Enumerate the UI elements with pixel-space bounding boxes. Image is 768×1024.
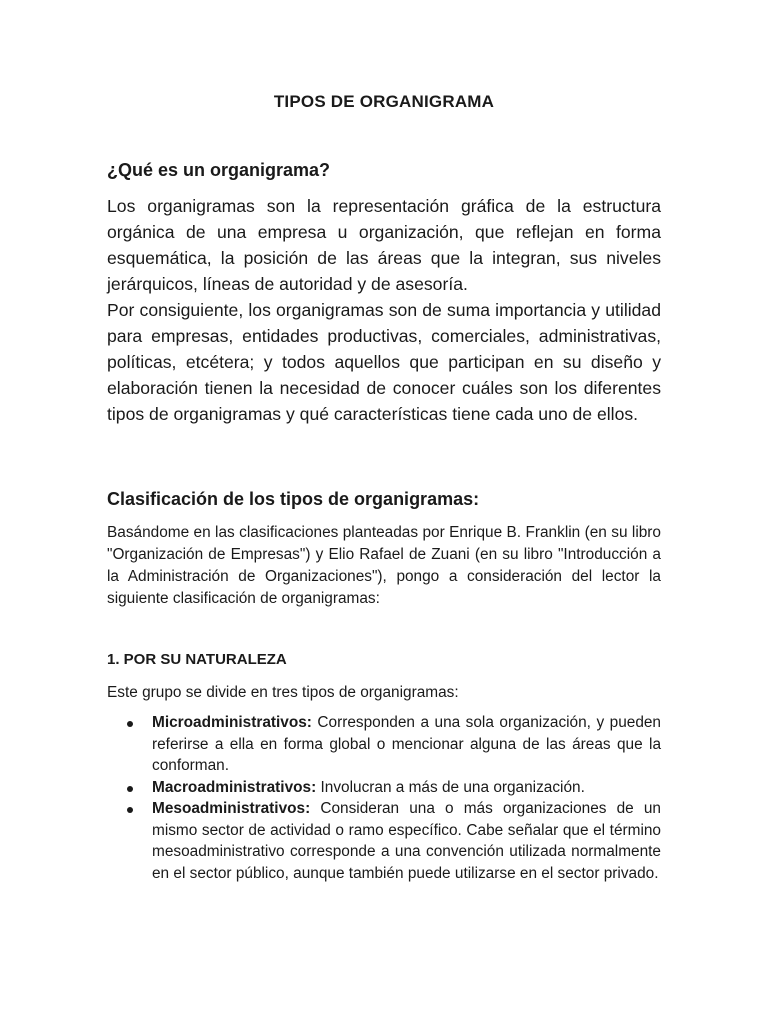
- paragraph-classification-intro: Basándome en las clasificaciones planteadas por Enrique B. Franklin (en su libro "Organización de Empresas") y Elio Rafael de Zuani (en su libro "Introducción a la Administración de Organizaciones"), pongo a consideración del lector la siguiente clasificación de organigramas:: [107, 524, 661, 607]
- bullet-icon: [127, 721, 133, 727]
- paragraph-definition: Los organigramas son la representación gráfica de la estructura orgánica de una empresa u organización, que reflejan en forma esquemática, la posición de las áreas que la integran, sus niveles jerárquicos, líneas de autoridad y de asesoría.: [107, 196, 661, 294]
- nature-types-list: [107, 712, 661, 884]
- term-label: Mesoadministrativos:: [152, 800, 311, 817]
- term-description: Consideran una o más organizaciones de un mismo sector de actividad o ramo específico. Cabe señalar que el término mesoadministrativo corresponde a una convención utilizada normalmente en el sector público, aunque también puede utilizarse en el sector privado.: [152, 800, 661, 882]
- paragraph-importance: Por consiguiente, los organigramas son de suma importancia y utilidad para empresas, entidades productivas, comerciales, administrativas, políticas, etcétera; y todos aquellos que participan en su diseño y elaboración tienen la necesidad de conocer cuáles son los diferentes tipos de organigramas y qué características tiene cada uno de ellos.: [107, 300, 661, 424]
- term-description: Corresponden a una sola organización, y pueden referirse a ella en forma global o mencionar alguna de las áreas que la conforman.: [152, 714, 661, 774]
- list-item: [107, 798, 661, 884]
- bullet-icon: [127, 807, 133, 813]
- term-label: Macroadministrativos:: [152, 778, 317, 796]
- document-title: TIPOS DE ORGANIGRAMA: [273, 92, 495, 111]
- bullet-icon: [127, 786, 133, 792]
- heading-what-is-organigram: ¿Qué es un organigrama?: [107, 160, 331, 180]
- term-description: Involucran a más de una organización.: [316, 778, 585, 796]
- list-item: [107, 777, 661, 799]
- term-label: Microadministrativos:: [152, 714, 312, 731]
- paragraph-by-nature-intro: Este grupo se divide en tres tipos de organigramas:: [107, 684, 459, 701]
- list-item: [107, 712, 661, 777]
- heading-by-nature: 1. POR SU NATURALEZA: [107, 651, 287, 668]
- heading-classification: Clasificación de los tipos de organigramas:: [107, 489, 480, 509]
